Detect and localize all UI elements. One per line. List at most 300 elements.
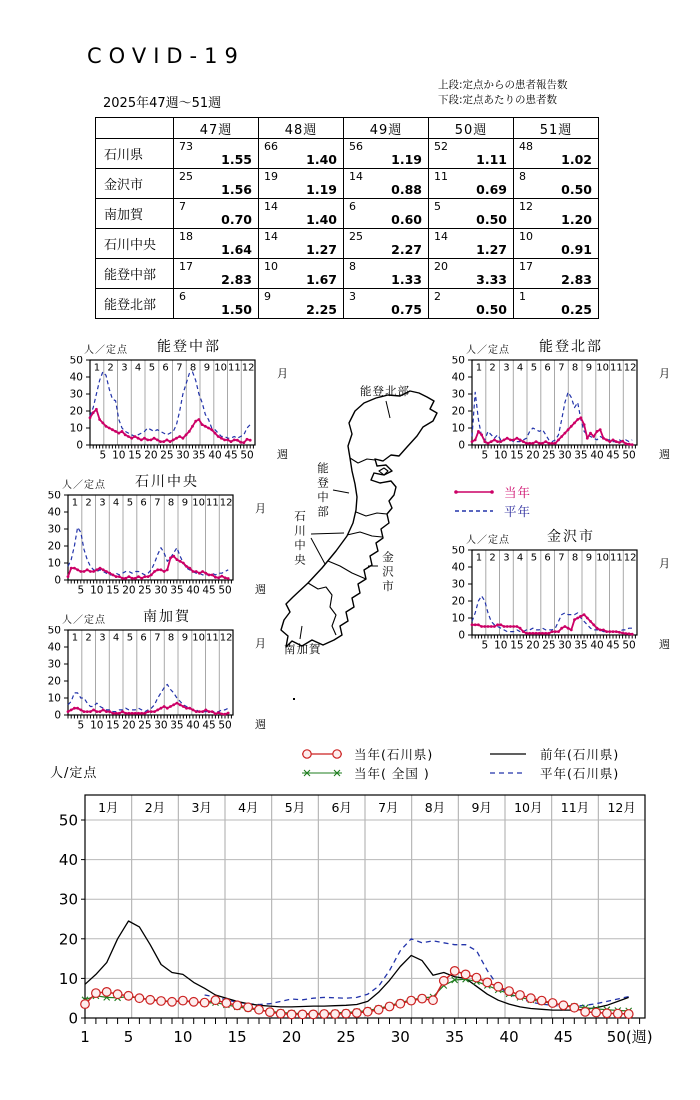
svg-text:5: 5 [530,552,538,564]
svg-text:4月: 4月 [238,800,259,815]
patient-count: 14 [264,200,278,213]
plot-main [40,788,680,1050]
per-sentinel-rate: 0.50 [476,302,507,317]
per-sentinel-rate: 1.11 [476,152,507,167]
region-name-cell: 能登北部 [96,289,174,319]
week-value-cell [259,169,344,199]
svg-text:35: 35 [170,719,184,732]
week-value-cell [174,259,259,289]
per-sentinel-rate: 1.33 [391,272,422,287]
region-name-cell: 能登中部 [96,259,174,289]
week-value-cell [259,259,344,289]
svg-text:45: 45 [606,449,620,462]
legend-normal-ishikawa-label: 平年(石川県) [540,765,620,781]
map-label-noto-chubu: 能登中部 [316,462,330,520]
svg-text:7: 7 [154,497,161,509]
svg-text:25: 25 [542,639,556,652]
patient-count: 11 [434,170,448,183]
svg-text:10: 10 [47,557,61,570]
patient-count: 20 [434,260,448,273]
week-value-cell [259,139,344,169]
per-sentinel-rate: 1.02 [561,152,592,167]
week-value-cell [174,229,259,259]
svg-text:5: 5 [77,719,85,732]
week-column-header: 51週 [514,118,599,139]
svg-text:40: 40 [208,449,222,462]
svg-text:35: 35 [192,449,206,462]
legend-prev-ishikawa-label: 前年(石川県) [540,746,620,762]
per-sentinel-rate: 0.91 [561,242,592,257]
svg-text:10: 10 [173,1028,193,1046]
svg-text:12: 12 [219,632,233,644]
patient-count: 18 [179,230,193,243]
week-value-cell [429,169,514,199]
svg-text:1: 1 [475,362,483,374]
week-value-cell [514,139,599,169]
svg-text:10: 10 [69,422,83,435]
svg-text:2月: 2月 [144,800,166,815]
legend-row-normal [452,501,531,520]
svg-text:11: 11 [610,362,623,374]
chart-noto-hokubu [440,336,680,472]
patient-count: 56 [349,140,363,153]
svg-text:30: 30 [47,658,61,671]
patient-count: 25 [349,230,363,243]
svg-text:6月: 6月 [331,800,352,815]
patient-count: 8 [519,170,526,183]
week-axis-label: 週 [255,583,266,596]
svg-text:15: 15 [227,1028,247,1046]
svg-text:4: 4 [134,362,142,374]
region-name-cell: 石川県 [96,139,174,169]
per-sentinel-rate: 2.27 [391,242,422,257]
svg-text:5月: 5月 [284,800,306,815]
month-axis-label: 月 [277,367,288,380]
svg-text:0: 0 [68,1009,78,1028]
patient-count: 17 [179,260,193,273]
patient-count: 3 [349,290,356,303]
week-value-cell [259,229,344,259]
svg-text:15: 15 [106,584,120,597]
table-row [96,259,599,289]
current-ishikawa-sample [296,746,348,762]
svg-text:40: 40 [186,719,200,732]
svg-text:40: 40 [451,561,465,574]
svg-text:30: 30 [69,388,83,401]
region-name-cell: 金沢市 [96,169,174,199]
svg-text:20: 20 [58,930,78,949]
svg-text:30: 30 [451,388,465,401]
svg-text:9月: 9月 [471,800,492,815]
svg-text:10: 10 [192,497,205,509]
month-axis-label: 月 [255,637,266,650]
svg-text:10: 10 [112,449,126,462]
series-平年 [68,527,228,575]
svg-text:11月: 11月 [560,800,590,815]
week-column-header: 48週 [259,118,344,139]
svg-text:9: 9 [585,552,593,564]
weekly-table [95,117,599,319]
svg-text:25: 25 [160,449,174,462]
svg-text:20: 20 [451,595,465,608]
patient-count: 14 [264,230,278,243]
main-y-axis-label: 人/定点 [50,766,98,781]
svg-text:40: 40 [47,506,61,519]
series-平年 [90,372,250,438]
small-charts-legend [452,482,531,520]
per-sentinel-rate: 0.50 [561,182,592,197]
svg-text:10: 10 [47,692,61,705]
svg-text:9: 9 [585,362,593,374]
svg-text:30: 30 [58,890,78,909]
svg-text:10: 10 [451,612,465,625]
svg-text:8: 8 [167,632,175,644]
week-value-cell [174,139,259,169]
patient-count: 8 [349,260,356,273]
svg-text:1: 1 [80,1028,90,1046]
svg-text:5: 5 [123,1028,134,1046]
table-row [96,139,599,169]
svg-text:10: 10 [58,969,78,988]
note-line-upper: 上段:定点からの患者報告数 [438,79,568,91]
svg-text:20: 20 [526,639,540,652]
patient-count: 10 [264,260,278,273]
svg-text:40: 40 [590,639,604,652]
svg-text:20: 20 [122,719,136,732]
chart-title-ishikawa-chuo: 石川中央 [135,474,199,490]
svg-text:50: 50 [451,546,465,557]
main-chart-legend [296,744,668,782]
svg-text:25: 25 [138,584,152,597]
main-legend-row-1 [296,744,668,763]
per-sentinel-rate: 3.33 [476,272,507,287]
svg-text:30: 30 [176,449,190,462]
svg-text:1月: 1月 [98,800,119,815]
svg-text:10: 10 [596,362,609,374]
svg-text:8月: 8月 [424,800,446,815]
svg-text:2: 2 [489,552,496,564]
chart-title-noto-hokubu: 能登北部 [539,339,603,355]
svg-text:20: 20 [47,540,61,553]
svg-text:12: 12 [241,362,255,374]
svg-text:40: 40 [69,371,83,384]
week-value-cell [344,229,429,259]
svg-text:10月: 10月 [514,800,543,815]
svg-text:3: 3 [503,362,510,374]
week-value-cell [429,229,514,259]
svg-text:40: 40 [499,1028,519,1046]
y-axis-label: 人／定点 [62,615,106,626]
per-sentinel-rate: 0.88 [391,182,422,197]
patient-count: 19 [264,170,278,183]
svg-text:5: 5 [126,497,134,509]
per-sentinel-rate: 1.64 [221,242,252,257]
svg-text:50: 50 [622,639,636,652]
svg-text:20: 20 [47,675,61,688]
legend-current-national-label: 当年( 全国 ) [354,765,430,781]
week-value-cell [514,199,599,229]
page-title: COVID-19 [87,44,245,68]
week-value-cell [259,289,344,319]
patient-count: 2 [434,290,441,303]
legend-current-label: 当年 [504,484,532,500]
svg-text:50: 50 [47,626,61,637]
svg-text:1: 1 [475,552,483,564]
region-name-cell: 石川中央 [96,229,174,259]
svg-text:20: 20 [122,584,136,597]
per-sentinel-rate: 2.83 [221,272,252,287]
month-axis-label: 月 [255,502,266,515]
svg-text:2: 2 [85,632,92,644]
svg-text:50: 50 [451,356,465,367]
week-column-header: 47週 [174,118,259,139]
svg-text:25: 25 [138,719,152,732]
svg-text:10: 10 [494,639,508,652]
svg-text:35: 35 [574,639,588,652]
chart-title-kanazawa: 金沢市 [547,529,595,545]
svg-text:45: 45 [224,449,238,462]
per-sentinel-rate: 1.27 [476,242,507,257]
per-sentinel-rate: 1.20 [561,212,592,227]
table-row [96,199,599,229]
svg-text:15: 15 [510,449,524,462]
chart-ishikawa-chuo [36,471,276,607]
patient-count: 6 [349,200,356,213]
y-axis-label: 人／定点 [84,345,128,356]
svg-text:10: 10 [596,552,609,564]
week-column-header: 50週 [429,118,514,139]
patient-count: 5 [434,200,441,213]
patient-count: 73 [179,140,193,153]
svg-text:30: 30 [154,719,168,732]
svg-text:5: 5 [481,449,489,462]
stray-mark [293,698,295,700]
per-sentinel-rate: 2.25 [306,302,337,317]
main-legend-row-2 [296,763,668,782]
patient-count: 12 [519,200,533,213]
week-axis-label: 週 [255,718,266,731]
table-note [438,78,568,108]
svg-text:35: 35 [574,449,588,462]
per-sentinel-rate: 1.55 [221,152,252,167]
per-sentinel-rate: 1.40 [306,152,337,167]
svg-text:12: 12 [623,362,637,374]
svg-text:15: 15 [510,639,524,652]
per-sentinel-rate: 0.70 [221,212,252,227]
per-sentinel-rate: 1.40 [306,212,337,227]
map-label-minami-kaga: 南加賀 [284,642,322,656]
patient-count: 6 [179,290,186,303]
svg-text:25: 25 [336,1028,356,1046]
svg-text:9: 9 [181,632,189,644]
current-national-sample [296,765,348,781]
svg-text:5: 5 [148,362,156,374]
svg-text:40: 40 [58,851,78,870]
svg-text:15: 15 [128,449,142,462]
patient-count: 25 [179,170,193,183]
svg-text:1: 1 [71,497,79,509]
svg-text:40: 40 [186,584,200,597]
svg-text:7: 7 [154,632,161,644]
svg-text:5: 5 [126,632,134,644]
week-value-cell [174,199,259,229]
week-value-cell [344,199,429,229]
week-axis-label: 週 [277,448,288,461]
svg-text:10: 10 [90,584,104,597]
week-value-cell [514,289,599,319]
table-header-row [96,118,599,139]
svg-text:0: 0 [458,629,465,642]
svg-text:10: 10 [451,422,465,435]
svg-text:11: 11 [206,497,219,509]
svg-text:45: 45 [202,719,216,732]
svg-text:50(週): 50(週) [606,1028,653,1046]
patient-count: 10 [519,230,533,243]
svg-text:10: 10 [192,632,205,644]
per-sentinel-rate: 1.67 [306,272,337,287]
per-sentinel-rate: 1.27 [306,242,337,257]
svg-text:7月: 7月 [378,800,399,815]
svg-text:30: 30 [451,578,465,591]
svg-text:50: 50 [58,811,78,830]
svg-text:25: 25 [542,449,556,462]
svg-text:8: 8 [571,552,579,564]
svg-text:50: 50 [218,584,232,597]
svg-text:30: 30 [390,1028,410,1046]
per-sentinel-rate: 0.75 [391,302,422,317]
svg-text:30: 30 [558,449,572,462]
svg-text:50: 50 [47,491,61,502]
per-sentinel-rate: 0.50 [476,212,507,227]
svg-text:3: 3 [121,362,128,374]
svg-text:2: 2 [85,497,92,509]
svg-text:7: 7 [558,362,565,374]
svg-text:12: 12 [219,497,233,509]
period-subtitle: 2025年47週〜51週 [103,96,222,111]
svg-text:6: 6 [544,552,551,564]
svg-text:0: 0 [54,709,61,722]
ishikawa-map [280,383,455,683]
patient-count: 66 [264,140,278,153]
y-axis-label: 人／定点 [466,345,510,356]
svg-text:8: 8 [167,497,175,509]
svg-text:30: 30 [558,639,572,652]
per-sentinel-rate: 1.19 [391,152,422,167]
patient-count: 14 [349,170,363,183]
chart-minami-kaga [36,606,276,742]
svg-text:4: 4 [112,632,120,644]
table-row [96,169,599,199]
week-value-cell [344,169,429,199]
week-axis-label: 週 [659,448,670,461]
svg-text:4: 4 [516,552,524,564]
prev-ishikawa-sample [482,746,534,762]
week-value-cell [429,289,514,319]
map-label-pointers [300,401,390,639]
svg-text:6: 6 [544,362,551,374]
svg-text:20: 20 [69,405,83,418]
week-axis-label: 週 [659,638,670,651]
svg-text:9: 9 [181,497,189,509]
patient-count: 7 [179,200,186,213]
svg-text:3月: 3月 [191,800,212,815]
svg-text:7: 7 [558,552,565,564]
svg-text:20: 20 [451,405,465,418]
svg-text:50: 50 [69,356,83,367]
week-value-cell [429,259,514,289]
svg-text:11: 11 [228,362,241,374]
month-axis-label: 月 [659,367,670,380]
y-axis-label: 人／定点 [466,535,510,546]
svg-text:5: 5 [530,362,538,374]
plot-minami-kaga [36,626,251,740]
plot-noto-hokubu [440,356,655,470]
legend-current-ishikawa-label: 当年(石川県) [354,746,434,762]
normal-year-line-sample [452,505,496,517]
plot-noto-chubu [58,356,273,470]
svg-text:2: 2 [489,362,496,374]
table-row [96,229,599,259]
svg-text:45: 45 [606,639,620,652]
per-sentinel-rate: 0.69 [476,182,507,197]
svg-text:45: 45 [202,584,216,597]
svg-text:0: 0 [54,574,61,587]
legend-normal-label: 平年 [504,503,532,519]
y-axis-label: 人／定点 [62,480,106,491]
svg-text:20: 20 [282,1028,302,1046]
svg-text:10: 10 [494,449,508,462]
chart-title-noto-chubu: 能登中部 [157,339,221,355]
patient-count: 1 [519,290,526,303]
per-sentinel-rate: 2.83 [561,272,592,287]
week-value-cell [429,199,514,229]
svg-text:50: 50 [622,449,636,462]
week-value-cell [344,259,429,289]
patient-count: 17 [519,260,533,273]
legend-row-current [452,482,531,501]
svg-text:30: 30 [47,523,61,536]
svg-text:4: 4 [516,362,524,374]
svg-text:20: 20 [526,449,540,462]
svg-text:6: 6 [162,362,169,374]
svg-text:50: 50 [218,719,232,732]
map-label-kanazawa: 金沢市 [381,551,395,595]
svg-text:45: 45 [553,1028,573,1046]
series-平年 [68,684,228,711]
svg-text:40: 40 [451,371,465,384]
weekly-table-body [96,139,599,319]
svg-text:8: 8 [189,362,197,374]
note-line-lower: 下段:定点あたりの患者数 [438,94,558,106]
svg-text:5: 5 [77,584,85,597]
svg-text:40: 40 [590,449,604,462]
chart-title-minami-kaga: 南加賀 [143,609,191,625]
per-sentinel-rate: 0.25 [561,302,592,317]
svg-text:15: 15 [106,719,120,732]
series-平年(石川県) [205,939,629,1006]
week-value-cell [259,199,344,229]
series-平年 [472,392,632,441]
svg-text:10: 10 [214,362,227,374]
svg-text:11: 11 [610,552,623,564]
svg-text:20: 20 [144,449,158,462]
table-corner-cell [96,118,174,139]
svg-text:3: 3 [99,497,106,509]
svg-text:30: 30 [154,584,168,597]
svg-text:5: 5 [481,639,489,652]
week-value-cell [514,169,599,199]
svg-text:1: 1 [71,632,79,644]
